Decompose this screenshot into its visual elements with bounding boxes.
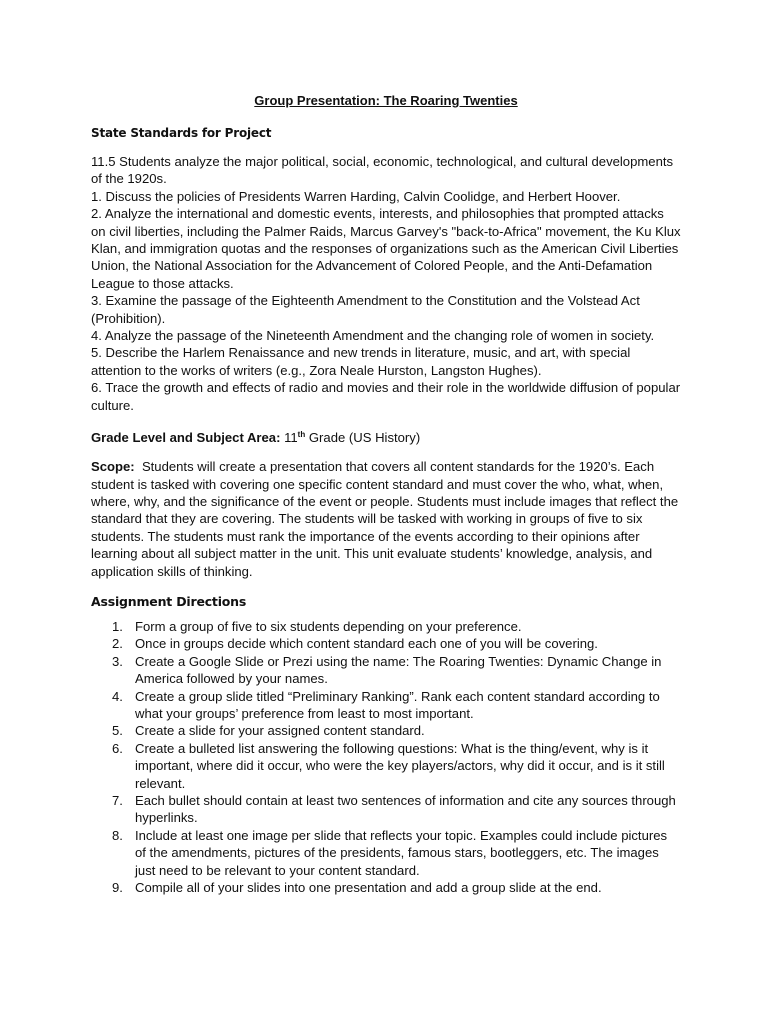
direction-text: Create a group slide titled “Preliminary Ranking”. Rank each content standard according to what your groups’ preference from least to most important.: [135, 688, 660, 721]
grade-subject: Grade (US History): [308, 430, 421, 446]
standard-item: 5. Describe the Harlem Renaissance and new trends in literature, music, and art, with special attention to the works of writers (e.g., Zora Neale Hurston, Langston Hughes).: [91, 345, 631, 378]
direction-item: [91, 688, 681, 723]
direction-item: [91, 635, 681, 652]
standard-item: 6. Trace the growth and effects of radio and movies and their role in the worldwide diffusion of popular culture.: [91, 380, 681, 413]
direction-text: Once in groups decide which content standard each one of you will be covering.: [135, 636, 598, 652]
direction-item: [91, 879, 681, 896]
grade-level-label: Grade Level and Subject Area:: [91, 430, 281, 446]
direction-number: 1.: [112, 618, 123, 634]
standard-item: 2. Analyze the international and domestic events, interests, and philosophies that prompted attacks on civil liberties, including the Palmer Raids, Marcus Garvey's "back-to-Africa" movement, the Ku Klux Klan, and immigration quotas and the responses of organizations such as the American Civil Liberties Union, the National Association for the Advancement of Colored People, and the Anti-Defamation League to those attacks.: [91, 206, 681, 291]
grade-suffix: th: [297, 430, 306, 440]
direction-item: [91, 740, 681, 792]
direction-item: [91, 792, 681, 827]
direction-number: 5.: [112, 723, 123, 739]
direction-item: [91, 653, 681, 688]
standards-heading: State Standards for Project: [91, 126, 272, 140]
standard-item: 1. Discuss the policies of Presidents Warren Harding, Calvin Coolidge, and Herbert Hoover.: [91, 188, 621, 204]
direction-item: [91, 618, 681, 635]
direction-text: Create a bulleted list answering the following questions: What is the thing/event, why is it important, where did it occur, who were the key players/actors, why did it occur, and is it still relevant.: [135, 740, 665, 791]
direction-number: 3.: [112, 653, 123, 669]
direction-number: 6.: [112, 740, 123, 756]
scope-text: Students will create a presentation that covers all content standards for the 1920’s. Each student is tasked with covering one specific content standard and must cover the who, what, when, where, why, and the significance of the event or people. Students must include images that reflect the standard that they are covering. The students will be tasked with working in groups of five to six students. The students must rank the importance of the events according to their opinions after learning about all subject matter in the unit. This unit evaluate students’ knowledge, analysis, and application skills of thinking.: [91, 459, 679, 579]
standard-intro: 11.5 Students analyze the major political, social, economic, technological, and cultural developments of the 1920s.: [91, 154, 674, 187]
direction-text: Each bullet should contain at least two sentences of information and cite any sources through hyperlinks.: [135, 793, 676, 826]
direction-number: 2.: [112, 636, 123, 652]
direction-text: Create a slide for your assigned content standard.: [135, 723, 425, 739]
grade-number: 11: [284, 430, 298, 446]
standards-list: [91, 153, 681, 414]
directions-list: [91, 618, 681, 897]
direction-number: 4.: [112, 688, 123, 704]
document-title: Group Presentation: The Roaring Twenties: [254, 93, 518, 108]
direction-text: Create a Google Slide or Prezi using the name: The Roaring Twenties: Dynamic Change in America followed by your names.: [135, 653, 662, 687]
direction-text: Include at least one image per slide that reflects your topic. Examples could include pictures of the amendments, pictures of the presidents, famous stars, bootleggers, etc. The images just need to be relevant to your content standard.: [135, 827, 668, 878]
directions-heading: Assignment Directions: [91, 593, 247, 609]
scope-label: Scope:: [91, 459, 135, 475]
direction-text: Compile all of your slides into one presentation and add a group slide at the end.: [135, 880, 602, 896]
standard-item: 3. Examine the passage of the Eighteenth Amendment to the Constitution and the Volstead Act (Prohibition).: [91, 293, 640, 326]
direction-number: 9.: [112, 880, 123, 896]
standard-item: 4. Analyze the passage of the Nineteenth Amendment and the changing role of women in society.: [91, 328, 655, 344]
scope-paragraph: [91, 458, 681, 580]
grade-level-line: [91, 429, 681, 446]
direction-number: 7.: [112, 793, 123, 808]
direction-item: [91, 722, 681, 739]
direction-number: 8.: [112, 827, 123, 843]
direction-item: [91, 827, 681, 879]
document-page: [91, 92, 681, 896]
direction-text: Form a group of five to six students depending on your preference.: [135, 618, 522, 634]
